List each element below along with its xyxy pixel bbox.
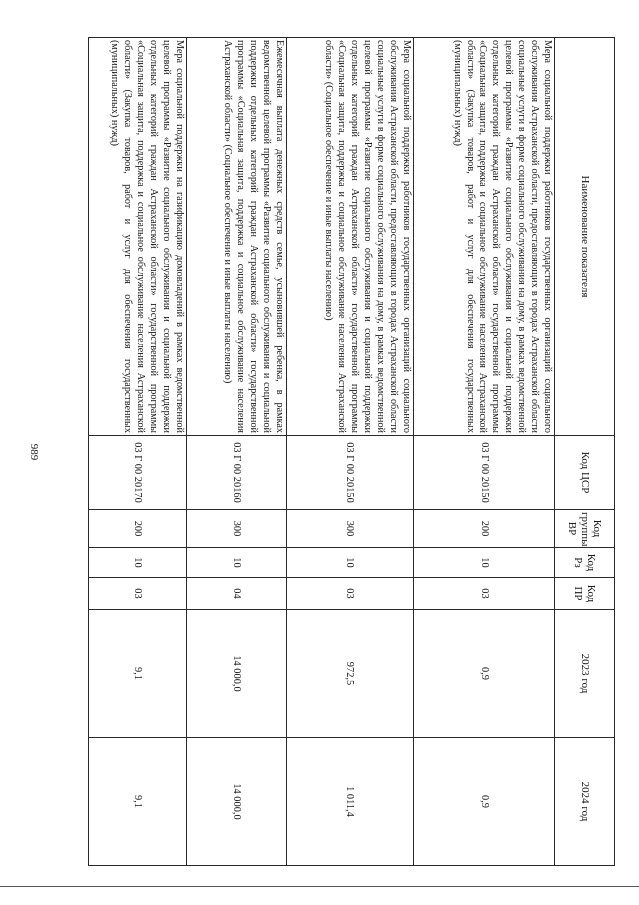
row-vr: 300 [286,510,413,548]
row-2024: 9,1 [89,738,187,866]
row-vr: 300 [186,510,286,548]
row-2023: 0,9 [413,610,554,738]
table-header-row [555,38,615,866]
row-name: Мера социальной поддержки на газификацию домовладений в рамках ведомственной целевой программы «Развитие социального обслуживания и социальной поддержки отдельных категорий граждан Астраханской области» государственной программы «Социальная защита, поддержка и социальное обслуживание населения Астраханской области» (Закупка товаров, работ и услуг для обеспечения государственных (муниципальных) нужд) [89,38,187,436]
budget-table [88,37,615,866]
page-number: 989 [28,443,40,461]
row-csr: 03 Г 00 20160 [186,436,286,510]
table-row [413,38,554,866]
row-name: Мера социальной поддержки работников государственных организаций социального обслуживания Астраханской области, предоставляющих в городах Астраханской области социальные услуги в форме социального обслуживания на дому, в рамках ведомственной целевой программы «Развитие социального обслуживания и социальной поддержки отдельных категорий граждан Астраханской области» государственной программы «Социальная защита, поддержка и социальное обслуживание населения Астраханской области» (Закупка товаров, работ и услуг для обеспечения государственных (муниципальных) нужд) [413,38,554,436]
header-name: Наименование показателя [555,38,615,436]
row-pr: 03 [413,578,554,610]
row-2023: 972,5 [286,610,413,738]
table-row [286,38,413,866]
row-vr: 200 [413,510,554,548]
row-vr: 200 [89,510,187,548]
row-rz: 10 [89,548,187,578]
row-csr: 03 Г 00 20150 [413,436,554,510]
header-2023: 2023 год [555,610,615,738]
row-rz: 10 [286,548,413,578]
row-2024: 1 011,4 [286,738,413,866]
row-name: Ежемесячная выплата денежных средств семье, усыновившей ребенка, в рамках ведомственной целевой программы «Развитие социального обслуживания и социальной поддержки отдельных категорий граждан Астраханской области» государственной программы «Социальная защита, поддержка и социальное обслуживание населения Астраханской области» (Социальное обеспечение и иные выплаты населению) [186,38,286,436]
rotated-page-content [88,37,615,865]
header-rz: Код Рз [555,548,615,578]
row-csr: 03 Г 00 20170 [89,436,187,510]
row-pr: 03 [286,578,413,610]
scan-edge-line [0,886,639,887]
row-pr: 04 [186,578,286,610]
table-row [186,38,286,866]
table-row [89,38,187,866]
row-pr: 03 [89,578,187,610]
row-rz: 10 [413,548,554,578]
row-2024: 14 000,0 [186,738,286,866]
header-pr: Код ПР [555,578,615,610]
row-2023: 14 000,0 [186,610,286,738]
row-csr: 03 Г 00 20150 [286,436,413,510]
header-2024: 2024 год [555,738,615,866]
header-vr: Код группы ВР [555,510,615,548]
row-name: Мера социальной поддержки работников государственных организаций социального обслуживания Астраханской области, предоставляющих в городах Астраханской области социальные услуги в форме социального обслуживания на дому, в рамках ведомственной целевой программы «Развитие социального обслуживания и социальной поддержки отдельных категорий граждан Астраханской области» государственной программы «Социальная защита, поддержка и социальное обслуживание населения Астраханской области» (Социальное обеспечение и иные выплаты населению) [286,38,413,436]
row-2023: 9,1 [89,610,187,738]
row-2024: 0,9 [413,738,554,866]
header-csr: Код ЦСР [555,436,615,510]
row-rz: 10 [186,548,286,578]
